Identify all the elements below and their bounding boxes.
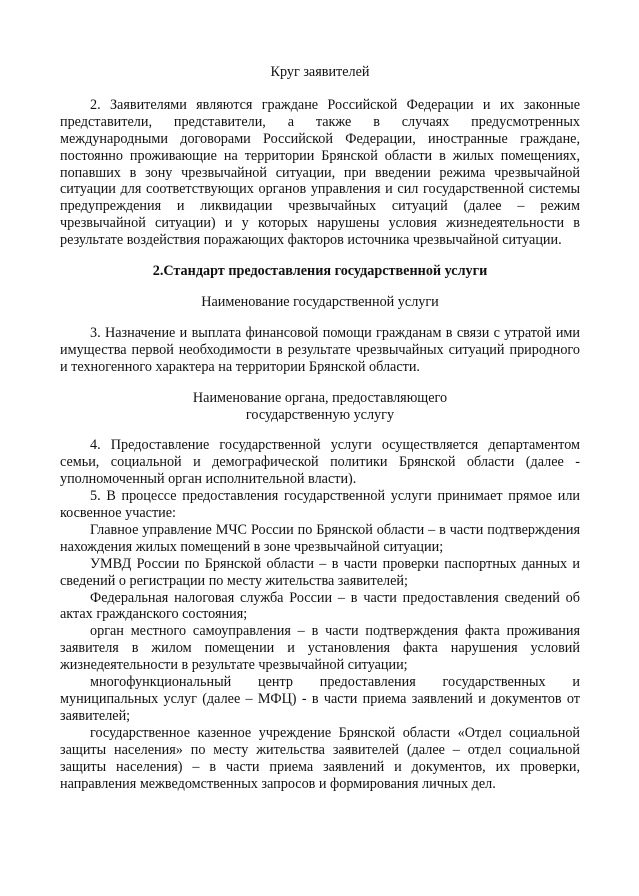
document-page [60,64,580,792]
participant-item: Главное управление МЧС России по Брянской области – в части подтверждения нахождения жилых помещений в зоне чрезвычайной ситуации; [60,521,580,555]
paragraph-4: 4. Предоставление государственной услуги осуществляется департаментом семьи, социальной и демографической политики Брянской области (далее - уполномоченный орган исполнительной власти). [60,437,580,488]
participant-item: государственное казенное учреждение Брянской области «Отдел социальной защиты населения» по месту жительства заявителей (далее – отдел социальной защиты населения) – в части приема заявлений и документов, их проверки, направления межведомственных запросов и формирования личных дел. [60,724,580,792]
paragraph-3: 3. Назначение и выплата финансовой помощи гражданам в связи с утратой ими имущества первой необходимости в результате чрезвычайных ситуаций природного и техногенного характера на территории Брянской области. [60,324,580,375]
section-title: 2.Стандарт предоставления государственной услуги [152,263,488,280]
paragraph-5: 5. В процессе предоставления государственной услуги принимает прямое или косвенное участие: [60,488,580,522]
participant-item: УМВД России по Брянской области – в части проверки паспортных данных и сведений о регистрации по месту жительства заявителей; [60,555,580,589]
heading-applicants: Круг заявителей [270,64,370,80]
participant-item: орган местного самоуправления – в части подтверждения факта проживания заявителя в жилом помещении и установления факта нарушения условий жизнедеятельности в результате чрезвычайной ситуации; [60,623,580,674]
paragraph-2: 2. Заявителями являются граждане Российской Федерации и их законные представители, представители, а также в случаях предусмотренных международными договорами Российской Федерации, иностранные граждане, постоянно проживающие на территории Брянской области в жилых помещениях, попавших в зону чрезвычайной ситуации, при введении режима чрезвычайной ситуации для соответствующих органов управления и сил государственной системы предупреждения и ликвидации чрезвычайных ситуаций (далее – режим чрезвычайной ситуации) и у которых нарушены условия жизнедеятельности в результате воздействия поражающих факторов источника чрезвычайной ситуации. [60,96,580,249]
heading-agency-line1: Наименование органа, предоставляющего [192,389,448,406]
participant-item: многофункциональный центр предоставления государственных и муниципальных услуг (далее – МФЦ) - в части приема заявлений и документов от заявителей; [60,674,580,724]
participant-item: Федеральная налоговая служба России – в части предоставления сведений об актах гражданского состояния; [60,589,580,623]
heading-service-name: Наименование государственной услуги [201,293,439,310]
heading-agency-line2: государственную услугу [245,406,395,423]
